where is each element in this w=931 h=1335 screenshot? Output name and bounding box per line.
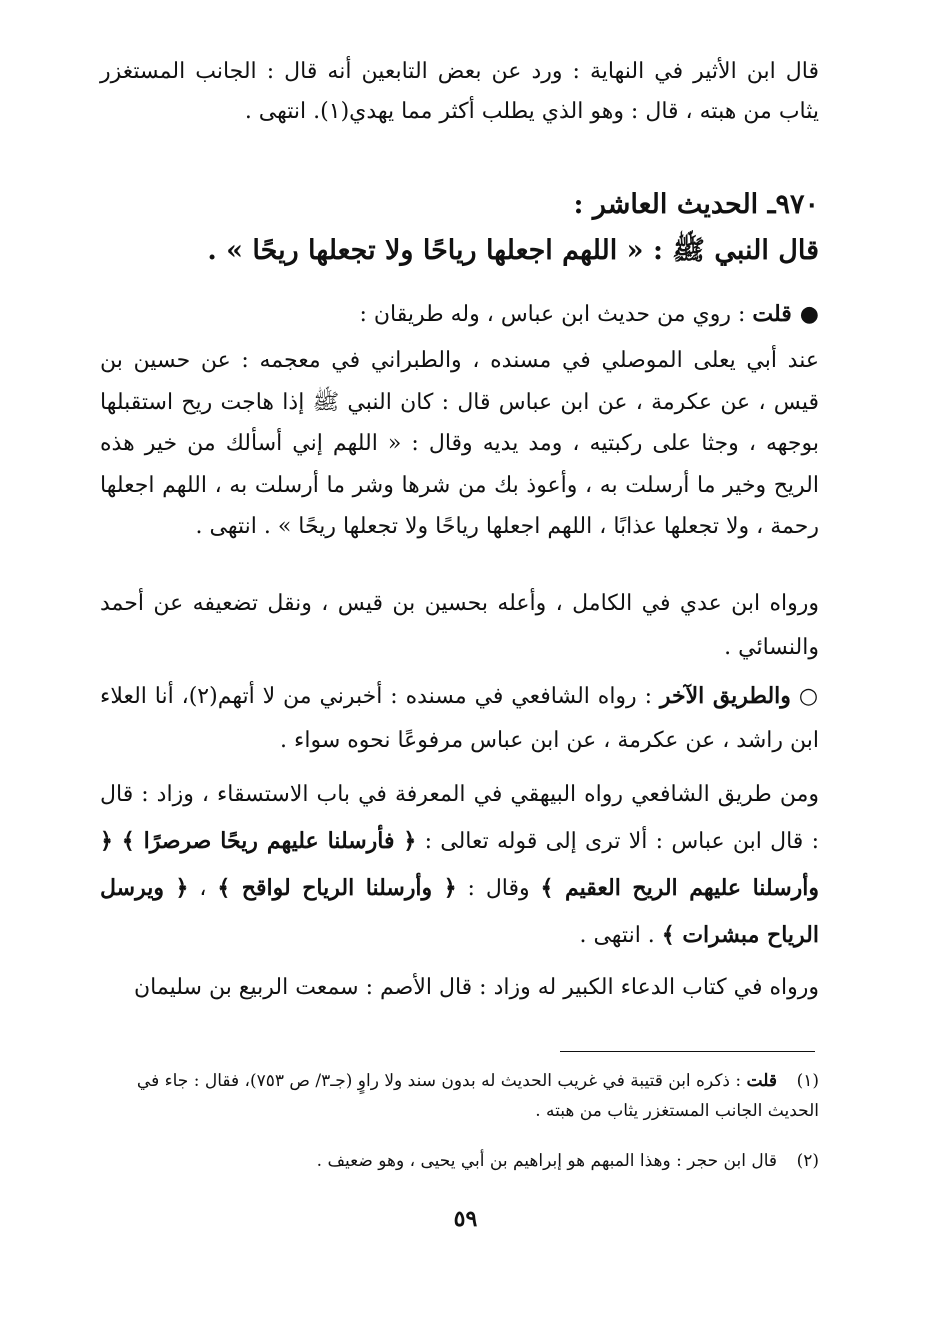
page-number: ٥٩ [453,1206,478,1232]
paragraph-4-label: والطريق الآخر [659,683,791,709]
hadith-number-title: ٩٧٠ـ الحديث العاشر : [573,189,819,220]
quran-quote-1: ﴿ فأرسلنا عليهم ريحًا صرصرًا ﴾ ﴿ وأرسلنا عليهم الريح العقيم ﴾ [100,828,820,901]
paragraph-1 [100,294,819,335]
footnote-1 [100,1066,819,1126]
footnote-1-label: قلت [746,1071,777,1091]
quran-quote-2: ﴿ وأرسلنا الرياح لواقح ﴾ [217,875,457,901]
circle-bullet-icon: ○ [798,684,820,709]
footnote-divider [560,1051,815,1052]
paragraph-1-label: قلت [752,301,792,327]
quran-quote-3: ﴿ ويرسل الرياح مبشرات ﴾ [100,875,819,948]
paragraph-4-text: : رواه الشافعي في مسنده : أخبرني من لا أتهم(٢)، أنا العلاء ابن راشد ، عن عكرمة ، عن ابن عباس مرفوعًا نحوه سواء . [100,684,819,753]
paragraph-5-comma: ، [199,876,207,901]
paragraph-4 [100,674,819,763]
intro-paragraph: قال ابن الأثير في النهاية : ورد عن بعض التابعين أنه قال : الجانب المستغزر يثاب من هبته ، قال : وهو الذي يطلب أكثر مما يهدي(١). انتهى . [100,59,819,124]
footnote-1-number: (١) [796,1071,819,1091]
paragraph-5-end: . انتهى . [579,923,655,948]
bullet-icon: ● [799,302,819,327]
footnote-2-text: قال ابن حجر : وهذا المبهم هو إبراهيم بن أبي يحيى ، وهو ضعيف . [316,1151,777,1171]
hadith-text: قال النبي ﷺ : « اللهم اجعلها رياحًا ولا تجعلها ريحًا » . [207,235,819,266]
paragraph-5-said: وقال : [467,876,530,901]
paragraph-2: عند أبي يعلى الموصلي في مسنده ، والطبراني في معجمه : عن حسين بن قيس ، عن عكرمة ، عن ابن عباس قال : كان النبي ﷺ إذا هاجت ريح استقبلها بوجهه ، وجثا على ركبتيه ، ومد يديه وقال : « اللهم إني أسألك من خير هذه الريح وخير ما أرسلت به ، وأعوذ بك من شرها وشر ما أرسلت به ، اللهم اجعلها رحمة ، ولا تجعلها عذابًا ، اللهم اجعلها رياحًا ولا تجعلها ريحًا » . انتهى . [100,348,820,540]
paragraph-5-intro: ومن طريق الشافعي رواه البيهقي في المعرفة في باب الاستسقاء ، وزاد : قال : قال ابن عباس : ألا ترى إلى قوله تعالى : [100,782,819,854]
footnote-2 [100,1146,819,1176]
paragraph-6: ورواه في كتاب الدعاء الكبير له وزاد : قال الأصم : سمعت الربيع بن سليمان [134,975,819,1000]
paragraph-1-text: : روي من حديث ابن عباس ، وله طريقان : [359,302,746,327]
footnote-2-number: (٢) [796,1151,819,1171]
footnote-1-text: : ذكره ابن قتيبة في غريب الحديث له بدون سند ولا راوٍ (جـ٣/ ص ٧٥٣)، فقال : جاء في الحديث الجانب المستغزر يثاب من هبته . [136,1071,819,1121]
paragraph-5 [100,772,819,959]
paragraph-3: ورواه ابن عدي في الكامل ، وأعله بحسين بن قيس ، ونقل تضعيفه عن أحمد والنسائي . [100,591,819,660]
